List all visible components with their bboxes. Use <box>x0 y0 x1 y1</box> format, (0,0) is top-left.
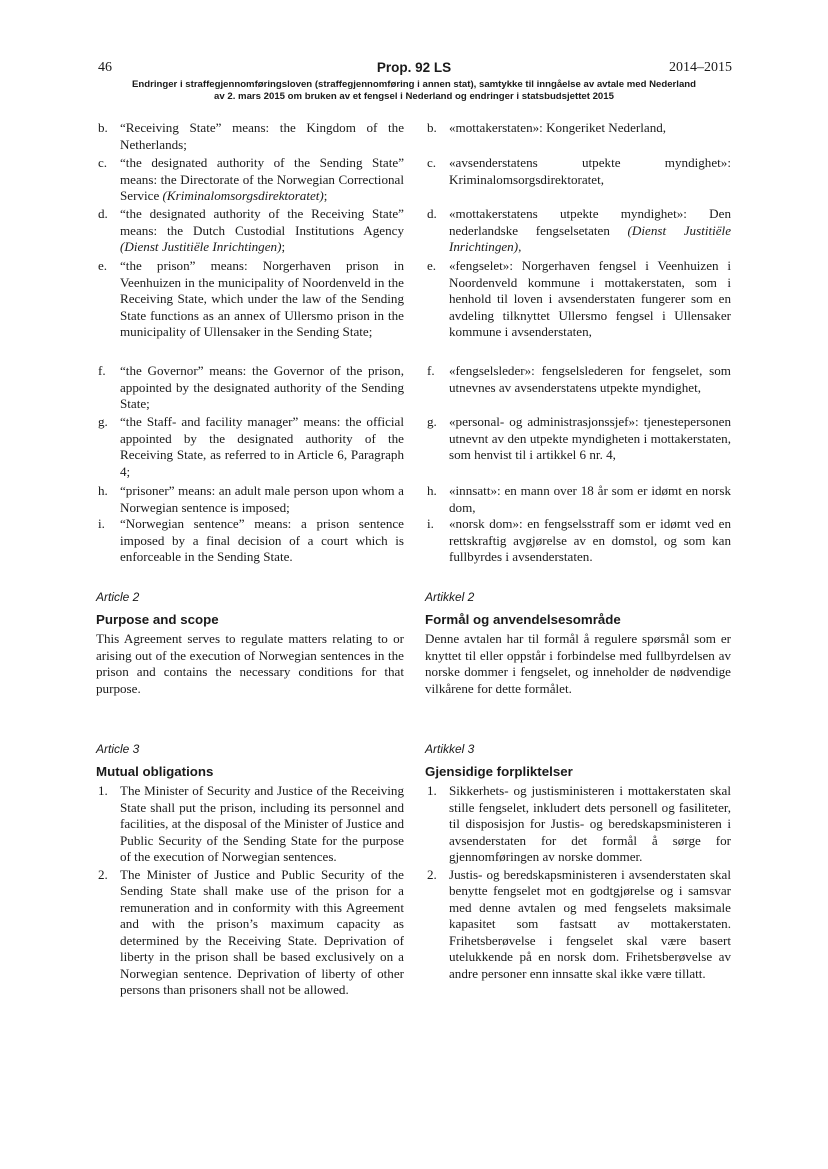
definisjon-d <box>425 206 731 256</box>
article-label: Artikkel 2 <box>425 590 475 604</box>
definition-c <box>96 155 404 205</box>
article-label: Artikkel 3 <box>425 742 475 756</box>
item-label: e. <box>98 258 108 273</box>
item-punct: ; <box>281 239 286 254</box>
article-label: Article 3 <box>96 742 140 756</box>
item-label: e. <box>427 258 437 273</box>
item-italic: (Dienst Justitiële Inrichtingen) <box>120 239 282 254</box>
item-text: «innsatt»: en mann over 18 år som er idømt en norsk dom, <box>449 483 731 515</box>
item-punct: ; <box>323 188 328 203</box>
item-label: i. <box>427 516 434 531</box>
definisjon-f <box>425 363 731 396</box>
artikkel-3-no <box>425 741 731 982</box>
item-text: “Norwegian sentence” means: a prison sentence imposed by a final decision of a court which is enforceable in the Sending State. <box>120 516 404 564</box>
article-2-en <box>96 589 404 697</box>
item-italic: (Dienst Justitiële Inrichtingen) <box>449 222 732 254</box>
item-text: «mottakerstaten»: Kongeriket Nederland, <box>449 120 667 135</box>
item-label: f. <box>98 363 106 378</box>
header-subtitle-line-1: Endringer i straffegjennomføringsloven (straffegjennomføring i annen stat), samtykke til inngåelse av avtale med Nederland <box>131 79 697 90</box>
definisjon-c <box>425 155 731 188</box>
item-text: The Minister of Justice and Public Security of the Sending State shall make use of the prison for a remuneration and in conformity with this Agreement and with the prison’s maximum capacity as determined by the Receiving State. Deprivation of liberty in the prison shall be based exclusively on a Norwegian sentence. Deprivation of liberty of other persons than prisoners shall not be allowed. <box>120 866 404 997</box>
article-title: Mutual obligations <box>96 764 214 779</box>
definition-h <box>96 483 404 516</box>
item-label: d. <box>98 206 108 221</box>
item-text: «fengselsleder»: fengselslederen for fengselet, som utnevnes av avsenderstatens utpekte myndighet, <box>449 363 731 395</box>
article-text: Denne avtalen har til formål å regulere spørsmål som er knyttet til eller oppstår i forbindelse med fullbyrdelsen av norske dommer i fengselet, og inneholder de nødvendige vilkårene for dette formålet. <box>425 631 731 696</box>
definisjon-b <box>425 120 731 137</box>
item-label: g. <box>98 414 108 429</box>
item-italic: (Kriminalomsorgsdirektoratet) <box>162 188 324 203</box>
item-text: Justis- og beredskapsministeren i avsenderstaten skal benytte fengselet mot en godtgjørelse og i samsvar med denne avtalen og med fengselets maksimale kapasitet som fastsatt av mottakerstaten. Frihetsberøvelse i fengselet skal være basert utelukkende på en norsk dom. Frihetsberøvelse av andre personer enn innsatte skal ikke være tillatt. <box>449 866 731 981</box>
definition-f <box>96 363 404 413</box>
definition-i <box>96 516 404 566</box>
item-text: «avsenderstatens utpekte myndighet»: Kriminalomsorgsdirektoratet, <box>449 155 731 187</box>
item-label: 1. <box>98 783 108 798</box>
document-title: Prop. 92 LS <box>376 60 452 75</box>
artikkel-3-punkt-1 <box>425 783 731 866</box>
artikkel-3-punkt-2 <box>425 867 731 983</box>
item-text: “prisoner” means: an adult male person upon whom a Norwegian sentence is imposed; <box>120 483 404 515</box>
definition-g <box>96 414 404 480</box>
item-label: 2. <box>427 866 437 882</box>
page-header <box>96 60 732 103</box>
artikkel-2-no <box>425 589 731 697</box>
article-title: Purpose and scope <box>96 612 219 627</box>
item-label: g. <box>427 414 437 429</box>
article-title: Formål og anvendelsesområde <box>425 612 621 627</box>
item-label: h. <box>427 483 437 498</box>
header-subtitle <box>96 79 732 103</box>
session-year: 2014–2015 <box>669 60 732 75</box>
item-text: «personal- og administrasjonssjef»: tjenestepersonen utnevnt av den utpekte myndigheten i mottakerstaten, som henvist til i artikkel 6 nr. 4, <box>449 414 731 462</box>
article-3-en <box>96 741 404 999</box>
article-text: This Agreement serves to regulate matters relating to or arising out of the execution of Norwegian sentences in the prison and contains the necessary conditions for that purpose. <box>96 631 404 696</box>
item-label: f. <box>427 363 435 378</box>
item-label: b. <box>427 120 437 135</box>
article-label: Article 2 <box>96 590 140 604</box>
definisjon-g <box>425 414 731 464</box>
item-text: “the prison” means: Norgerhaven prison in Veenhuizen in the municipality of Noordenveld in the Receiving State, which under the law of the Sending State functions as an annex of Ullersmo prison in the municipality of Ullensaker in the Sending State; <box>120 258 404 339</box>
article-3-item-1 <box>96 783 404 866</box>
item-text: “the Governor” means: the Governor of the prison, appointed by the designated authority of the Sending State; <box>120 363 404 411</box>
item-text: “the Staff- and facility manager” means: the official appointed by the designated authority of the Receiving State, as referred to in Article 6, Paragraph 4; <box>120 414 404 479</box>
definisjon-i <box>425 516 731 566</box>
definisjon-h <box>425 483 731 516</box>
item-punct: , <box>518 239 522 254</box>
item-label: 2. <box>98 866 108 882</box>
item-label: c. <box>427 155 437 170</box>
item-text: «norsk dom»: en fengselsstraff som er idømt ved en rettskraftig avgjørelse av en domstol, og som kan fullbyrdes i avsenderstaten. <box>449 516 731 564</box>
item-text: «mottakerstatens utpekte myndighet»: Den nederlandske fengselsetaten <box>449 206 731 238</box>
definition-b <box>96 120 404 153</box>
item-text: “the designated authority of the Receiving State” means: the Dutch Custodial Institutions Agency <box>120 206 404 238</box>
article-3-item-2 <box>96 867 404 999</box>
item-text: Sikkerhets- og justisministeren i mottakerstaten skal stille fengselet, inkludert dets personell og fasiliteter, til disposisjon for Justis- og beredskapsministeren i avsenderstaten for det formål å sørge for gjennomføringen av norske dommer. <box>449 783 731 864</box>
header-subtitle-line-2: av 2. mars 2015 om bruken av et fengsel i Nederland og endringer i statsbudsjettet 2015 <box>214 91 614 102</box>
item-label: d. <box>427 206 437 221</box>
item-text: “Receiving State” means: the Kingdom of the Netherlands; <box>120 120 404 152</box>
item-label: i. <box>98 516 105 531</box>
item-text: The Minister of Security and Justice of the Receiving State shall put the prison, including its personnel and facilities, at the disposal of the Minister of Justice and Public Security of the Sending State for the purpose of the execution of Norwegian sentences. <box>120 783 404 864</box>
definition-e <box>96 258 404 341</box>
item-label: b. <box>98 120 108 135</box>
item-text: “the designated authority of the Sending State” means: the Directorate of the Norwegian Correctional Service <box>120 155 404 203</box>
page-number: 46 <box>98 60 112 75</box>
item-label: c. <box>98 155 108 170</box>
definisjon-e <box>425 258 731 341</box>
item-label: 1. <box>427 783 437 798</box>
item-text: «fengselet»: Norgerhaven fengsel i Veenhuizen i Noordenveld kommune i mottakerstaten, som i henhold til loven i avsenderstaten fungerer som en avdeling tilknyttet Ullersmo fengsel i Ullensaker kommune i avsenderstaten, <box>449 258 731 339</box>
item-label: h. <box>98 483 108 498</box>
definition-d <box>96 206 404 256</box>
article-title: Gjensidige forpliktelser <box>425 764 573 779</box>
